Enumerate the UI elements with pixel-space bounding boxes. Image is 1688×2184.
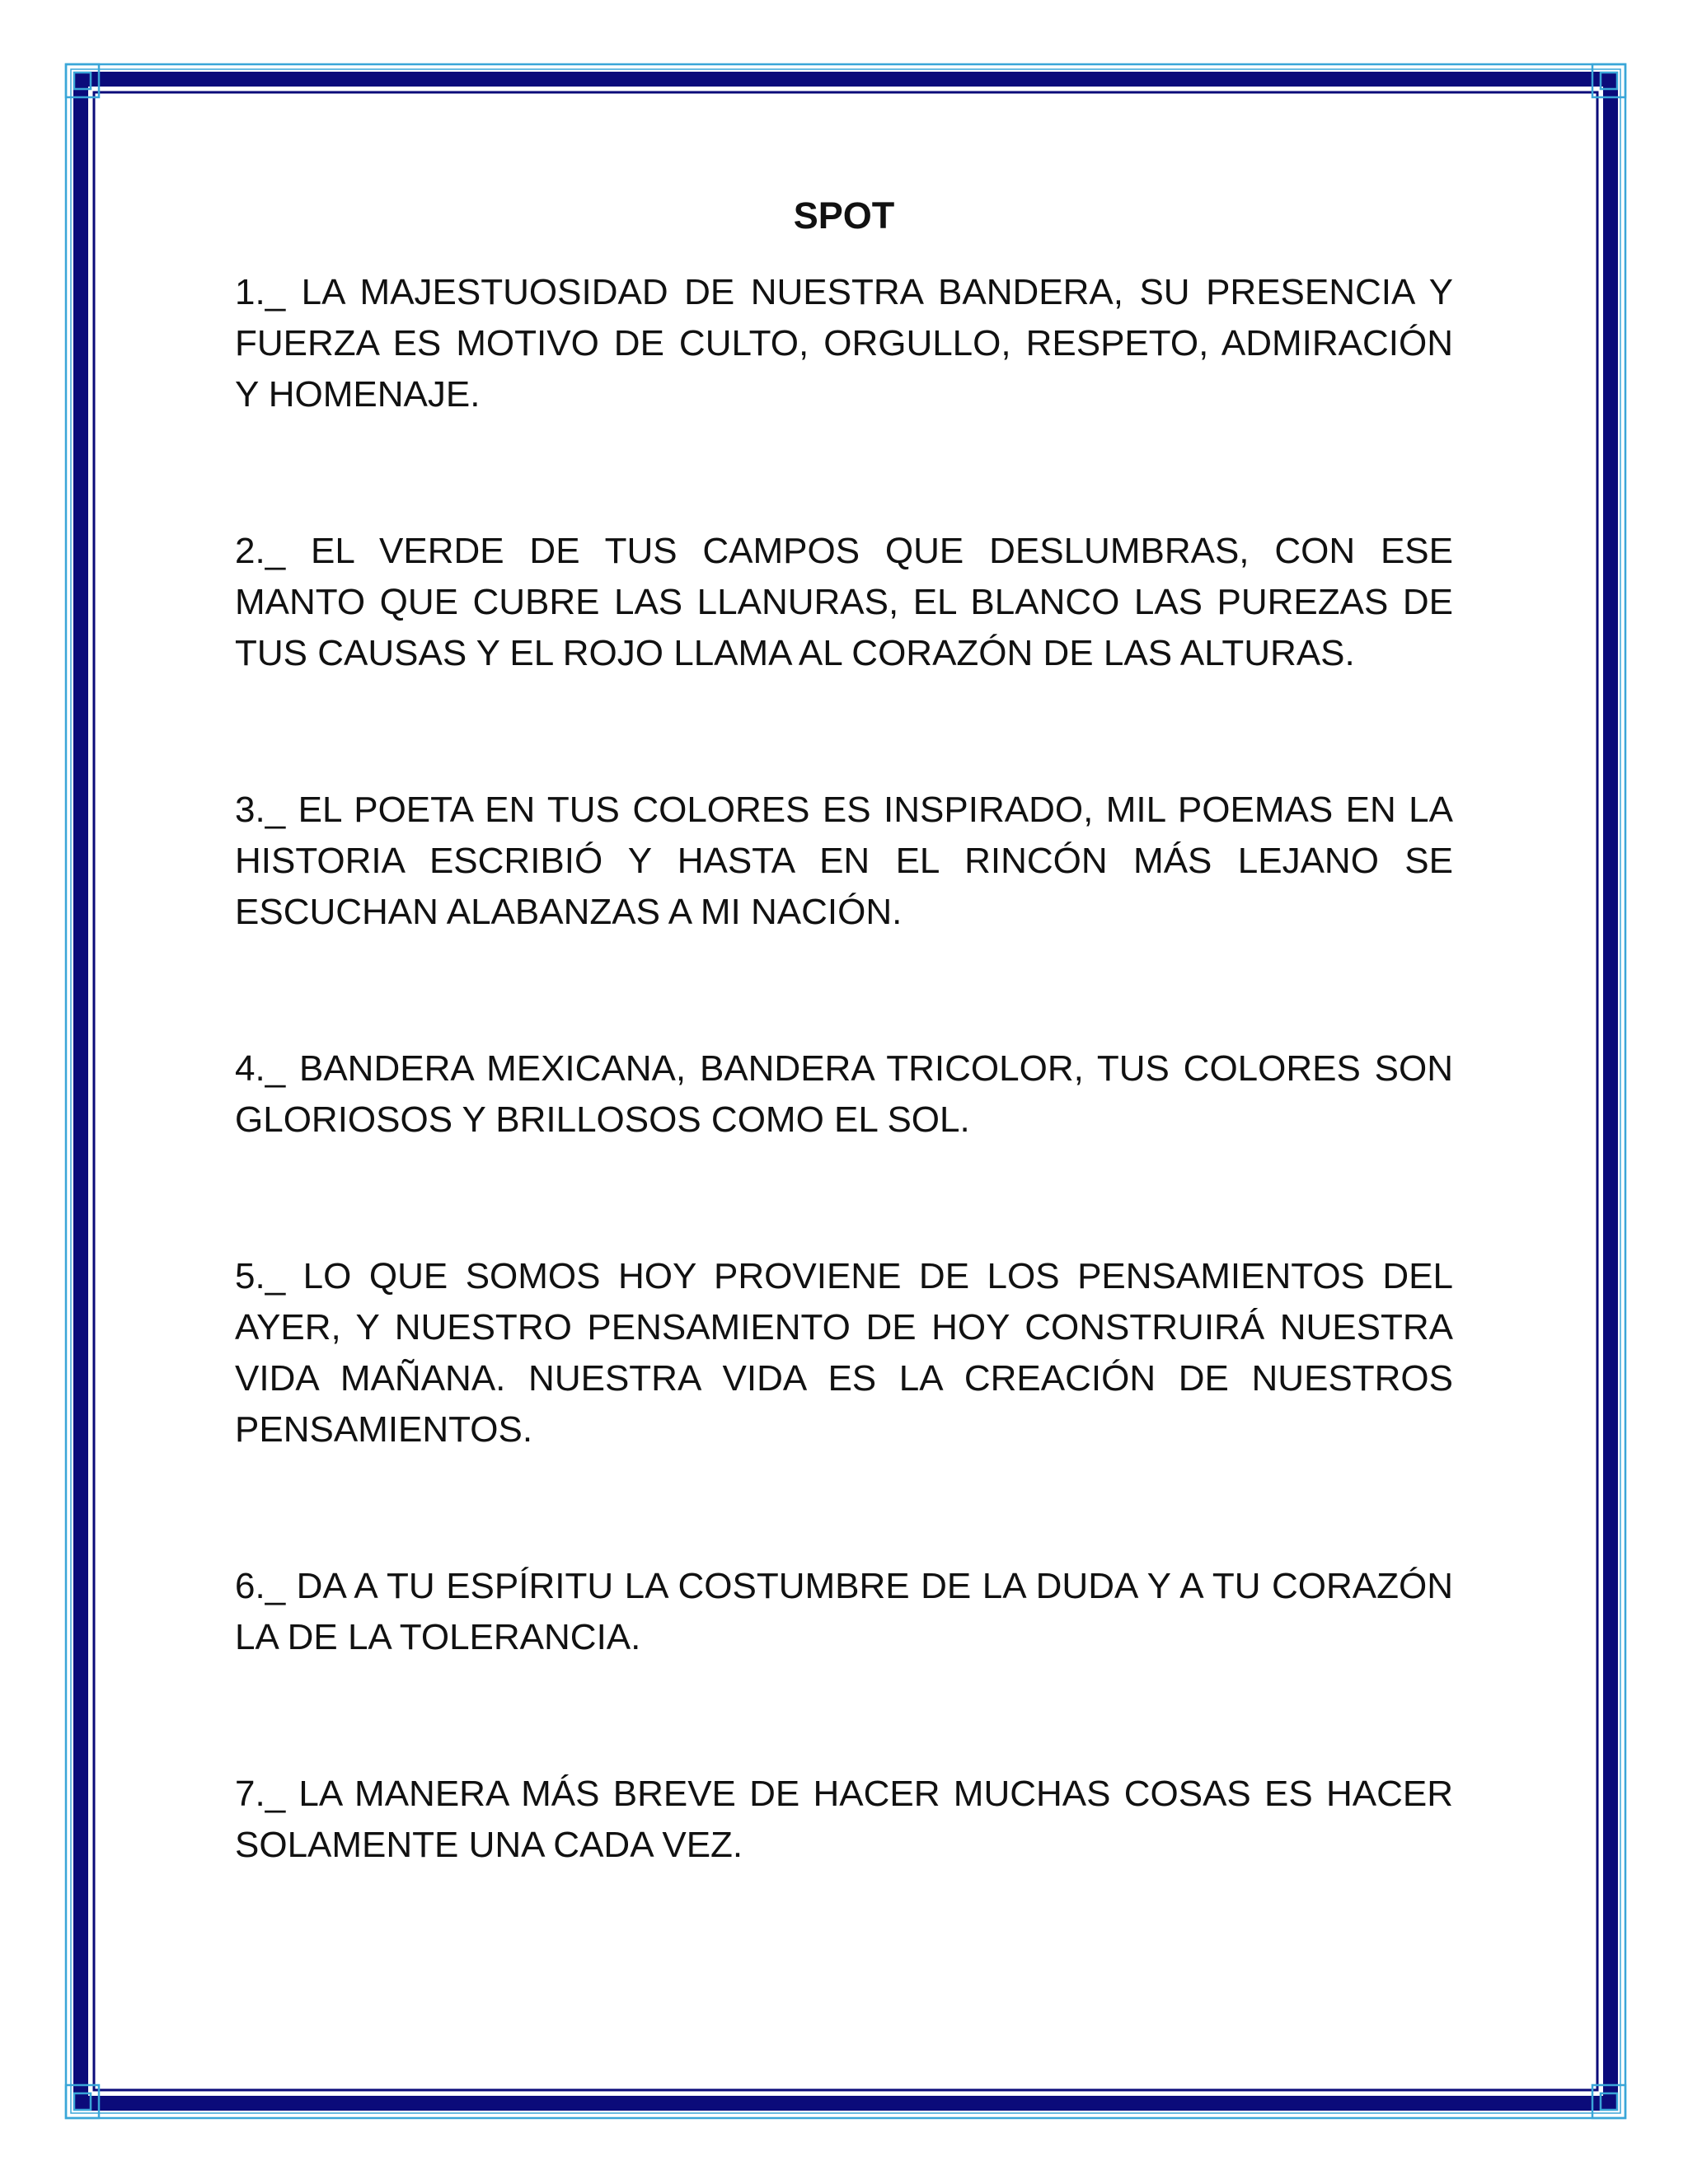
document-title: SPOT: [793, 194, 895, 237]
paragraph-6: 6._ DA A TU ESPÍRITU LA COSTUMBRE DE LA DUDA Y A TU CORAZÓN LA DE LA TOLERANCIA.: [235, 1566, 1453, 1657]
paragraph-3: 3._ EL POETA EN TUS COLORES ES INSPIRADO, MIL POEMAS EN LA HISTORIA ESCRIBIÓ Y HASTA EN EL RINCÓN MÁS LEJANO SE ESCUCHAN ALABANZAS A MI NACIÓN.: [235, 790, 1453, 932]
document-body: [235, 190, 1453, 1871]
paragraph-4: 4._ BANDERA MEXICANA, BANDERA TRICOLOR, TUS COLORES SON GLORIOSOS Y BRILLOSOS COMO EL SOL.: [235, 1048, 1453, 1140]
paragraph-1: 1._ LA MAJESTUOSIDAD DE NUESTRA BANDERA, SU PRESENCIA Y FUERZA ES MOTIVO DE CULTO, ORGULLO, RESPETO, ADMIRACIÓN Y HOMENAJE.: [235, 272, 1453, 415]
paragraph-2: 2._ EL VERDE DE TUS CAMPOS QUE DESLUMBRAS, CON ESE MANTO QUE CUBRE LAS LLANURAS, EL BLANCO LAS PUREZAS DE TUS CAUSAS Y EL ROJO LLAMA AL CORAZÓN DE LAS ALTURAS.: [235, 531, 1453, 673]
paragraph-5: 5._ LO QUE SOMOS HOY PROVIENE DE LOS PENSAMIENTOS DEL AYER, Y NUESTRO PENSAMIENTO DE HOY CONSTRUIRÁ NUESTRA VIDA MAÑANA. NUESTRA VIDA ES LA CREACIÓN DE NUESTROS PENSAMIENTOS.: [235, 1256, 1453, 1450]
paragraph-7: 7._ LA MANERA MÁS BREVE DE HACER MUCHAS COSAS ES HACER SOLAMENTE UNA CADA VEZ.: [235, 1774, 1453, 1865]
